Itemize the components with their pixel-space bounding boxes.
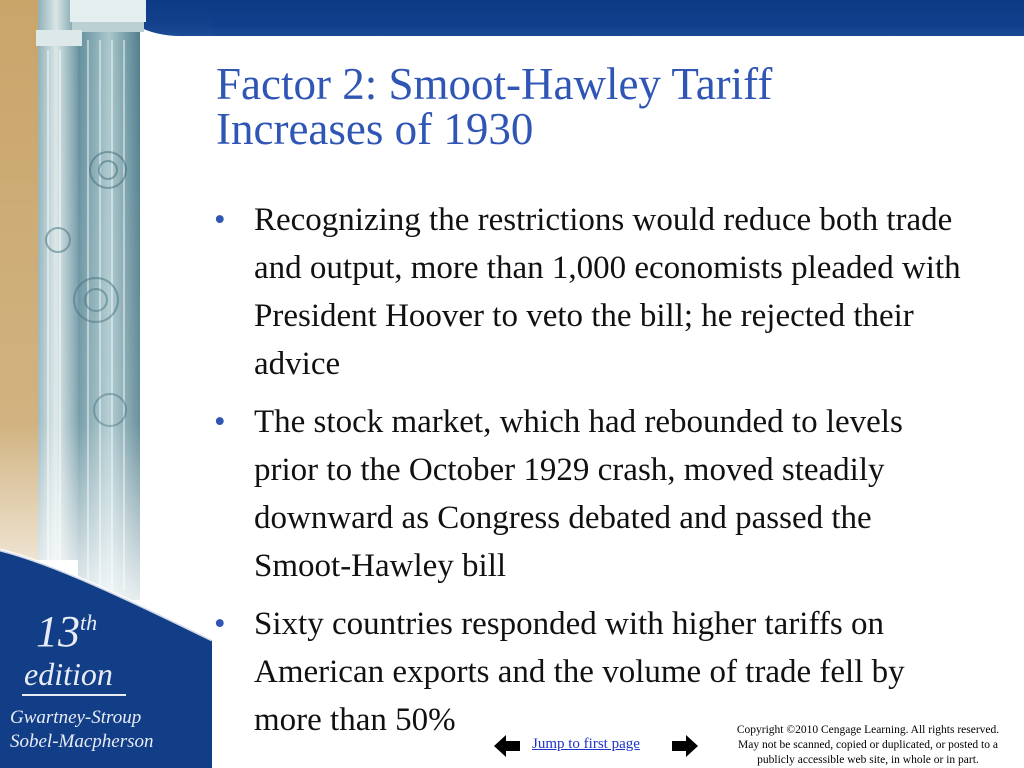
- bullet-item: [210, 196, 970, 388]
- copyright-line-2: May not be scanned, copied or duplicated, or posted to a: [738, 739, 998, 751]
- arrow-left-icon[interactable]: [492, 733, 522, 759]
- edition-suffix: th: [80, 610, 98, 635]
- arrow-right-icon[interactable]: [670, 733, 700, 759]
- column-illustration: [0, 0, 212, 768]
- copyright-line-1: Copyright ©2010 Cengage Learning. All rights reserved.: [736, 724, 1000, 736]
- bullet-marker: •: [214, 606, 226, 642]
- copyright-line-3: publicly accessible web site, in whole or in part.: [757, 754, 979, 766]
- edition-divider: [22, 694, 126, 696]
- authors-line-1: Gwartney-Stroup: [10, 707, 142, 728]
- authors-line-2: Sobel-Macpherson: [10, 731, 154, 752]
- bullet-item: [210, 398, 970, 590]
- bullet-marker: •: [214, 202, 226, 238]
- edition-word: edition: [24, 656, 113, 692]
- bullet-marker: •: [214, 404, 226, 440]
- jump-to-first-page-link[interactable]: Jump to first page: [532, 736, 640, 752]
- slide-title-line-1: Factor 2: Smoot-Hawley Tariff: [216, 59, 773, 109]
- edition-number: 13th: [36, 607, 98, 656]
- bullet-text: Recognizing the restrictions would reduce both trade and output, more than 1,000 economists pleaded with President Hoover to veto the bill; he rejected their advice: [254, 202, 961, 382]
- decorative-column-panel: [0, 0, 212, 768]
- bullet-text: The stock market, which had rebounded to levels prior to the October 1929 crash, moved steadily downward as Congress debated and passed the Smoot-Hawley bill: [254, 404, 903, 584]
- bullet-list: [210, 196, 970, 754]
- bullet-text: Sixty countries responded with higher tariffs on American exports and the volume of trade fell by more than 50%: [254, 606, 905, 738]
- slide-title-line-2: Increases of 1930: [216, 104, 534, 154]
- slide-navigation: [486, 730, 706, 760]
- authors: [10, 706, 154, 754]
- copyright-notice: [716, 723, 1020, 768]
- top-banner: [120, 0, 1024, 36]
- slide-title: [216, 59, 976, 154]
